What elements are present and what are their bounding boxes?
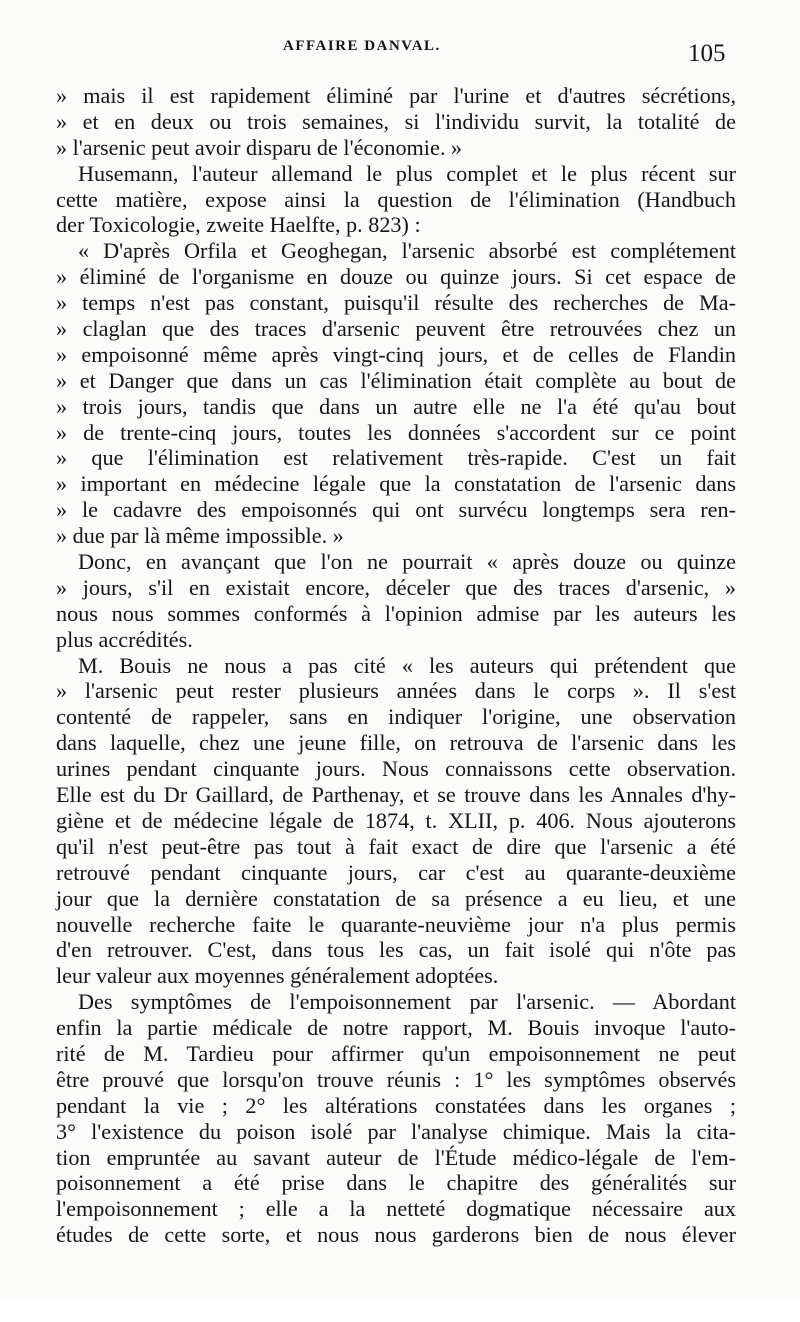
text-line: » important en médecine légale que la constatation de l'arsenic dans — [56, 471, 736, 497]
text-line: » et Danger que dans un cas l'élimination était complète au bout de — [56, 367, 736, 393]
text-line: plus accrédités. — [56, 626, 193, 652]
text-line: l'empoisonnement ; elle a la netteté dogmatique nécessaire aux — [56, 1196, 736, 1222]
text-line: poisonnement a été prise dans le chapitre des généralités sur — [56, 1170, 736, 1196]
text-line: jour que la dernière constatation de sa présence a eu lieu, et une — [56, 885, 736, 911]
text-line: nous nous sommes conformés à l'opinion admise par les auteurs les — [56, 600, 736, 626]
text-line: qu'il n'est peut-être pas tout à fait exact de dire que l'arsenic a été — [56, 833, 736, 859]
text-line: urines pendant cinquante jours. Nous connaissons cette observation. — [56, 756, 736, 782]
text-line: études de cette sorte, et nous nous garderons bien de nous élever — [56, 1222, 736, 1248]
text-line: der Toxicologie, zweite Haelfte, p. 823) : — [56, 212, 421, 238]
text-line: » trois jours, tandis que dans un autre elle ne l'a été qu'au bout — [56, 393, 736, 419]
text-line: Husemann, l'auteur allemand le plus complet et le plus récent sur — [78, 160, 736, 186]
text-line: » temps n'est pas constant, puisqu'il résulte des recherches de Ma- — [56, 290, 736, 316]
body-text — [56, 83, 736, 1248]
text-line: être prouvé que lorsqu'on trouve réunis : 1° les symptômes observés — [56, 1066, 736, 1092]
text-line: d'en retrouver. C'est, dans tous les cas, un fait isolé qui n'ôte pas — [56, 937, 736, 963]
text-line: » empoisonné même après vingt-cinq jours, et de celles de Flandin — [56, 341, 736, 367]
text-line: » due par là même impossible. » — [56, 523, 344, 549]
text-line: enfin la partie médicale de notre rapport, M. Bouis invoque l'auto- — [56, 1015, 736, 1041]
page-header — [0, 26, 800, 66]
text-line: » le cadavre des empoisonnés qui ont survécu longtemps sera ren- — [56, 497, 736, 523]
text-line: Elle est du Dr Gaillard, de Parthenay, et se trouve dans les Annales d'hy- — [56, 782, 736, 808]
text-line: 3° l'existence du poison isolé par l'analyse chimique. Mais la cita- — [56, 1118, 736, 1144]
text-line: » mais il est rapidement éliminé par l'urine et d'autres sécrétions, — [56, 83, 736, 108]
text-line: rité de M. Tardieu pour affirmer qu'un empoisonnement ne peut — [56, 1040, 736, 1066]
text-line: pendant la vie ; 2° les altérations constatées dans les organes ; — [56, 1092, 736, 1118]
text-line: » et en deux ou trois semaines, si l'individu survit, la totalité de — [56, 108, 736, 134]
text-line: nouvelle recherche faite le quarante-neuvième jour n'a plus permis — [56, 911, 736, 937]
text-line: M. Bouis ne nous a pas cité « les auteurs qui prétendent que — [78, 652, 736, 678]
text-line: giène et de médecine légale de 1874, t. XLII, p. 406. Nous ajouterons — [56, 807, 736, 833]
text-line: Des symptômes de l'empoisonnement par l'arsenic. — Abordant — [78, 989, 736, 1015]
running-title: AFFAIRE DANVAL. — [283, 38, 441, 54]
text-line: retrouvé pendant cinquante jours, car c'est au quarante-deuxième — [56, 859, 736, 885]
text-line: cette matière, expose ainsi la question de l'élimination (Handbuch — [56, 186, 736, 212]
text-line: « D'après Orfila et Geoghegan, l'arsenic absorbé est complétement — [78, 238, 736, 264]
text-line: dans laquelle, chez une jeune fille, on retrouva de l'arsenic dans les — [56, 730, 736, 756]
text-line: tion empruntée au savant auteur de l'Étude médico-légale de l'em- — [56, 1144, 736, 1170]
text-line: contenté de rappeler, sans en indiquer l'origine, une observation — [56, 704, 736, 730]
text-line: » l'arsenic peut rester plusieurs années dans le corps ». Il s'est — [56, 678, 736, 704]
text-line: Donc, en avançant que l'on ne pourrait « après douze ou quinze — [78, 549, 736, 575]
text-line: leur valeur aux moyennes généralement adoptées. — [56, 963, 499, 989]
page-number: 105 — [688, 40, 726, 67]
text-line: » claglan que des traces d'arsenic peuvent être retrouvées chez un — [56, 316, 736, 342]
text-line: » l'arsenic peut avoir disparu de l'économie. » — [56, 134, 463, 160]
text-line: » jours, s'il en existait encore, déceler que des traces d'arsenic, » — [56, 574, 736, 600]
text-line: » de trente-cinq jours, toutes les données s'accordent sur ce point — [56, 419, 736, 445]
text-line: » que l'élimination est relativement très-rapide. C'est un fait — [56, 445, 736, 471]
text-line: » éliminé de l'organisme en douze ou quinze jours. Si cet espace de — [56, 264, 736, 290]
